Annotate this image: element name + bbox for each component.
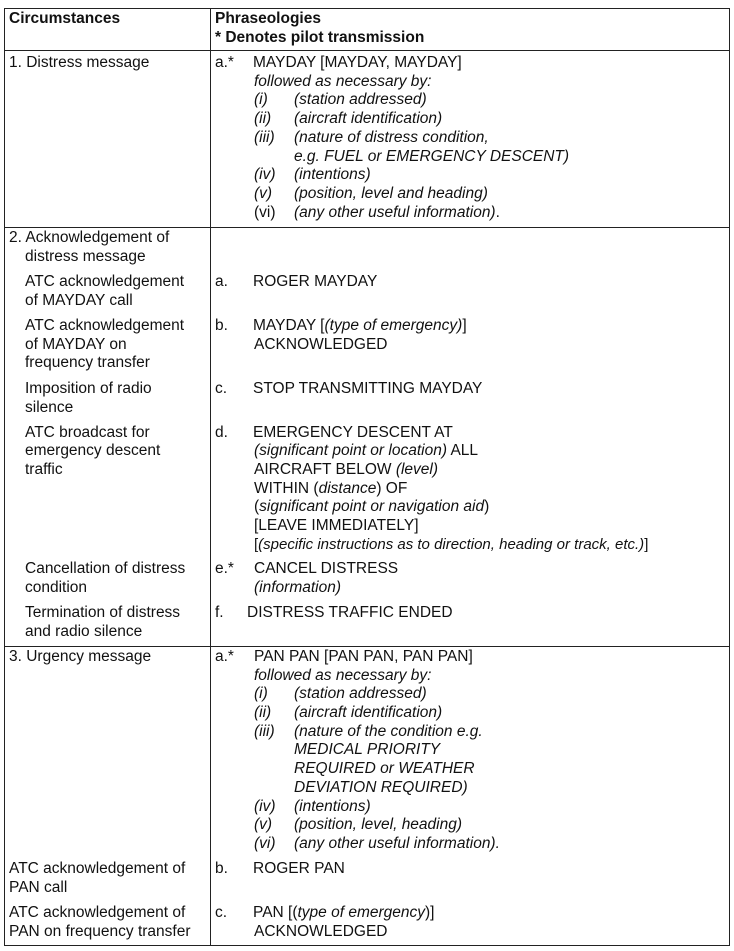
section-3-pan-line: PAN PAN [PAN PAN, PAN PAN] (254, 648, 473, 665)
circumstance-label: ATC acknowledgement of (9, 904, 186, 921)
list-item-text: (nature of the condition e.g. (294, 723, 483, 740)
circumstance-label: Termination of distress (25, 604, 181, 621)
list-item-number: (v) (254, 185, 273, 202)
circumstance-label: and radio silence (25, 623, 143, 640)
text-part: PAN [( (253, 904, 298, 921)
phraseology-text: (information) (254, 579, 341, 596)
section-3-followed: followed as necessary by: (254, 667, 432, 684)
text-part: ALL (447, 442, 479, 459)
phraseology-text: ROGER PAN (253, 860, 345, 877)
circumstance-label: ATC acknowledgement of (9, 860, 186, 877)
row-divider (5, 50, 729, 51)
list-item-text: (station addressed) (294, 91, 427, 108)
text-part: ] (462, 317, 467, 334)
section-3-marker: a.* (215, 648, 234, 665)
column-divider (210, 9, 211, 945)
text-part-italic: (type of emergency) (324, 317, 463, 334)
circumstance-label: Imposition of radio (25, 380, 152, 397)
text-part: ) OF (376, 480, 408, 497)
circumstance-label: Cancellation of distress (25, 560, 186, 577)
list-item-number: (i) (254, 685, 268, 702)
list-item-text: (any other useful information). (294, 835, 500, 852)
text-part: [ (254, 536, 259, 553)
text-part: WITHIN ( (254, 480, 319, 497)
circumstance-label: emergency descent (25, 442, 161, 459)
circumstance-label: traffic (25, 461, 63, 478)
phraseology-text: DISTRESS TRAFFIC ENDED (247, 604, 453, 621)
circumstance-label: ATC broadcast for (25, 424, 150, 441)
circumstance-label: ATC acknowledgement (25, 273, 185, 290)
list-item-suffix: . (495, 204, 500, 221)
header-pilot-note: * Denotes pilot transmission (215, 29, 425, 46)
circumstance-label: ATC acknowledgement (25, 317, 185, 334)
list-item-text: (aircraft identification) (294, 704, 443, 721)
phraseology-text: STOP TRANSMITTING MAYDAY (253, 380, 483, 397)
list-item-text: DEVIATION REQUIRED) (294, 779, 468, 796)
circumstance-label: PAN on frequency transfer (9, 923, 191, 940)
list-item-number: (ii) (254, 704, 272, 721)
list-item-number: (iv) (254, 798, 276, 815)
text-part: ] (644, 536, 649, 553)
list-item-number: (iii) (254, 129, 275, 146)
item-marker: c. (215, 380, 228, 397)
circumstance-label: of MAYDAY on (25, 336, 127, 353)
text-part: ( (254, 498, 260, 515)
section-3-circumstance: 3. Urgency message (9, 648, 152, 665)
circumstance-label: frequency transfer (25, 354, 150, 371)
circumstance-label: condition (25, 579, 88, 596)
section-1-followed: followed as necessary by: (254, 73, 432, 90)
phraseology-table (4, 8, 730, 946)
phraseology-text: CANCEL DISTRESS (254, 560, 399, 577)
list-item-text: (nature of distress condition, (294, 129, 489, 146)
text-part-italic: distance (318, 480, 377, 497)
item-marker: e.* (215, 560, 234, 577)
phraseology-text (254, 479, 407, 498)
section-1-marker: a.* (215, 54, 234, 71)
phraseology-text: ACKNOWLEDGED (254, 923, 388, 940)
section-1-mayday-line: MAYDAY [MAYDAY, MAYDAY] (253, 54, 462, 71)
text-part-italic: type of emergency (297, 904, 426, 921)
list-item-text: (intentions) (294, 798, 371, 815)
phraseology-text: ACKNOWLEDGED (254, 336, 388, 353)
item-marker: a. (215, 273, 228, 290)
phraseology-text (254, 535, 648, 554)
section-1-circumstance: 1. Distress message (9, 54, 150, 71)
list-item-number: (iv) (254, 166, 276, 183)
list-item-text: (aircraft identification) (294, 110, 443, 127)
list-item-text: (position, level and heading) (294, 185, 488, 202)
list-item-number: (vi) (254, 835, 276, 852)
section-2-circumstance-cont: distress message (25, 248, 146, 265)
text-part-italic: (specific instructions as to direction, heading or track, etc.) (258, 536, 645, 553)
header-phraseologies: Phraseologies (215, 10, 321, 27)
phraseology-text (253, 903, 434, 922)
text-part-italic: significant point or navigation aid (259, 498, 485, 515)
list-item-text: MEDICAL PRIORITY (294, 741, 441, 758)
header-circumstances: Circumstances (9, 10, 121, 27)
list-item-text: (position, level, heading) (294, 816, 463, 833)
text-part-italic: (level) (395, 461, 439, 478)
section-2-circumstance: 2. Acknowledgement of (9, 229, 170, 246)
list-item-text: e.g. FUEL or EMERGENCY DESCENT) (294, 148, 570, 165)
item-marker: b. (215, 860, 228, 877)
list-item-number: (i) (254, 91, 268, 108)
list-item-text: (intentions) (294, 166, 371, 183)
text-part: )] (425, 904, 435, 921)
item-marker: d. (215, 424, 228, 441)
item-marker: b. (215, 317, 228, 334)
list-item-text-wrapper (294, 203, 500, 222)
text-part: AIRCRAFT BELOW (254, 461, 396, 478)
phraseology-text (254, 497, 489, 516)
circumstance-label: PAN call (9, 879, 68, 896)
text-part: ) (484, 498, 490, 515)
phraseology-text: [LEAVE IMMEDIATELY] (254, 517, 419, 534)
phraseology-text: ROGER MAYDAY (253, 273, 378, 290)
phraseology-text (253, 316, 467, 335)
list-item-number: (v) (254, 816, 273, 833)
phraseology-text (254, 460, 438, 479)
circumstance-label: of MAYDAY call (25, 292, 133, 309)
list-item-number: (vi) (254, 204, 276, 221)
phraseology-text (254, 441, 478, 460)
item-marker: f. (215, 604, 224, 621)
list-item-text: (any other useful information) (294, 204, 496, 221)
phraseology-text: EMERGENCY DESCENT AT (253, 424, 453, 441)
list-item-text: (station addressed) (294, 685, 427, 702)
circumstance-label: silence (25, 399, 74, 416)
item-marker: c. (215, 904, 228, 921)
text-part: MAYDAY [ (253, 317, 325, 334)
text-part-italic: (significant point or location) (254, 442, 447, 459)
list-item-number: (ii) (254, 110, 272, 127)
list-item-text: REQUIRED or WEATHER (294, 760, 475, 777)
list-item-number: (iii) (254, 723, 275, 740)
